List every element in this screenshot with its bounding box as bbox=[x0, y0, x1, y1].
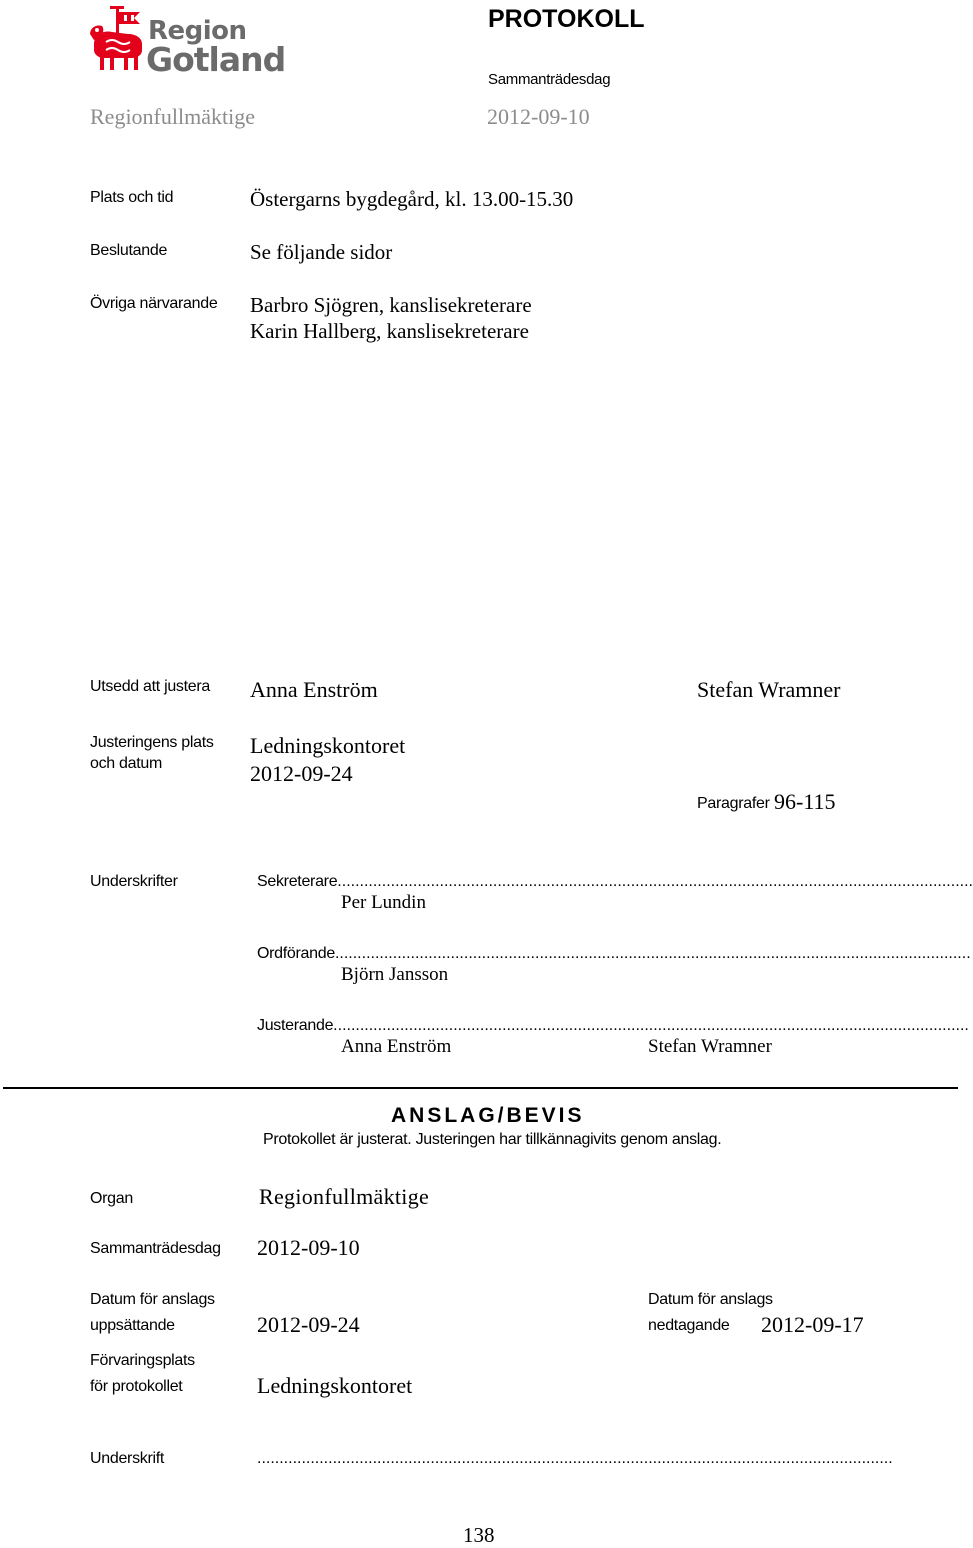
adjustment-place-date-label-2: och datum bbox=[90, 755, 163, 772]
notice-heading: ANSLAG/BEVIS bbox=[391, 1104, 585, 1127]
secretary-signature-line bbox=[257, 873, 973, 893]
header-body-name: Regionfullmäktige bbox=[90, 104, 255, 129]
place-value: Östergarns bygdegård, kl. 13.00-15.30 bbox=[250, 187, 574, 211]
chair-name: Björn Jansson bbox=[341, 964, 449, 985]
secretary-name: Per Lundin bbox=[341, 892, 426, 913]
adjustment-place-date-label-1: Justeringens plats bbox=[90, 734, 214, 751]
adjustment-place-value: Ledningskontoret bbox=[250, 733, 406, 758]
removed-date-label-2: nedtagande bbox=[648, 1317, 730, 1334]
gotland-ram-icon bbox=[88, 4, 148, 74]
paragraphs-value: 96-115 bbox=[774, 789, 836, 814]
signature-line: ............................................................................................................................................... bbox=[257, 1450, 893, 1467]
adjuster-name-1: Anna Enström bbox=[250, 677, 378, 702]
storage-value: Ledningskontoret bbox=[257, 1373, 413, 1398]
adjuster-signature-name-1: Anna Enström bbox=[341, 1036, 452, 1057]
deciders-value: Se följande sidor bbox=[250, 240, 393, 264]
paragraphs-label: Paragrafer bbox=[697, 795, 770, 812]
posted-date-value: 2012-09-24 bbox=[257, 1312, 360, 1337]
chair-label: Ordförande bbox=[257, 945, 335, 962]
storage-label-1: Förvaringsplats bbox=[90, 1352, 195, 1369]
others-present-label: Övriga närvarande bbox=[90, 295, 218, 312]
organ-label: Organ bbox=[90, 1190, 133, 1207]
adjuster-signature-name-2: Stefan Wramner bbox=[648, 1036, 772, 1057]
adjuster-name-2: Stefan Wramner bbox=[697, 677, 841, 702]
region-gotland-logo bbox=[88, 4, 286, 79]
signature-label: Underskrift bbox=[90, 1450, 165, 1467]
adjuster-signature-line bbox=[257, 1017, 969, 1037]
posted-date-label-1: Datum för anslags bbox=[90, 1291, 215, 1308]
appointed-adjusters-label: Utsedd att justera bbox=[90, 678, 210, 695]
secretary-dots: ............................................................................................................................................... bbox=[337, 873, 973, 890]
removed-date-label-1: Datum för anslags bbox=[648, 1291, 773, 1308]
section-divider bbox=[3, 1087, 958, 1089]
others-present-value-1: Barbro Sjögren, kanslisekreterare bbox=[250, 293, 532, 317]
document-type-heading: PROTOKOLL bbox=[488, 5, 645, 33]
notice-text: Protokollet är justerat. Justeringen har tillkännagivits genom anslag. bbox=[263, 1131, 722, 1148]
header-meeting-date: 2012-09-10 bbox=[487, 104, 590, 129]
notice-date-label: Sammanträdesdag bbox=[90, 1240, 221, 1257]
header-date-label: Sammanträdesdag bbox=[488, 71, 611, 88]
notice-date-value: 2012-09-10 bbox=[257, 1235, 360, 1260]
logo-line-gotland: Gotland bbox=[146, 40, 286, 79]
chair-signature-line bbox=[257, 945, 971, 965]
deciders-label: Beslutande bbox=[90, 242, 168, 259]
logo-line-region: Region bbox=[148, 16, 247, 46]
adjuster-dots: ............................................................................................................................................... bbox=[333, 1017, 969, 1034]
storage-label-2: för protokollet bbox=[90, 1378, 183, 1395]
page-number: 138 bbox=[463, 1523, 495, 1547]
secretary-label: Sekreterare bbox=[257, 873, 338, 890]
organ-value: Regionfullmäktige bbox=[259, 1184, 430, 1209]
adjustment-date-value: 2012-09-24 bbox=[250, 761, 353, 786]
removed-date-value: 2012-09-17 bbox=[761, 1312, 864, 1337]
posted-date-label-2: uppsättande bbox=[90, 1317, 175, 1334]
adjuster-signature-label: Justerande bbox=[257, 1017, 334, 1034]
chair-dots: ............................................................................................................................................... bbox=[334, 945, 971, 962]
place-label: Plats och tid bbox=[90, 189, 174, 206]
others-present-value-2: Karin Hallberg, kanslisekreterare bbox=[250, 319, 529, 343]
signatures-label: Underskrifter bbox=[90, 873, 178, 890]
